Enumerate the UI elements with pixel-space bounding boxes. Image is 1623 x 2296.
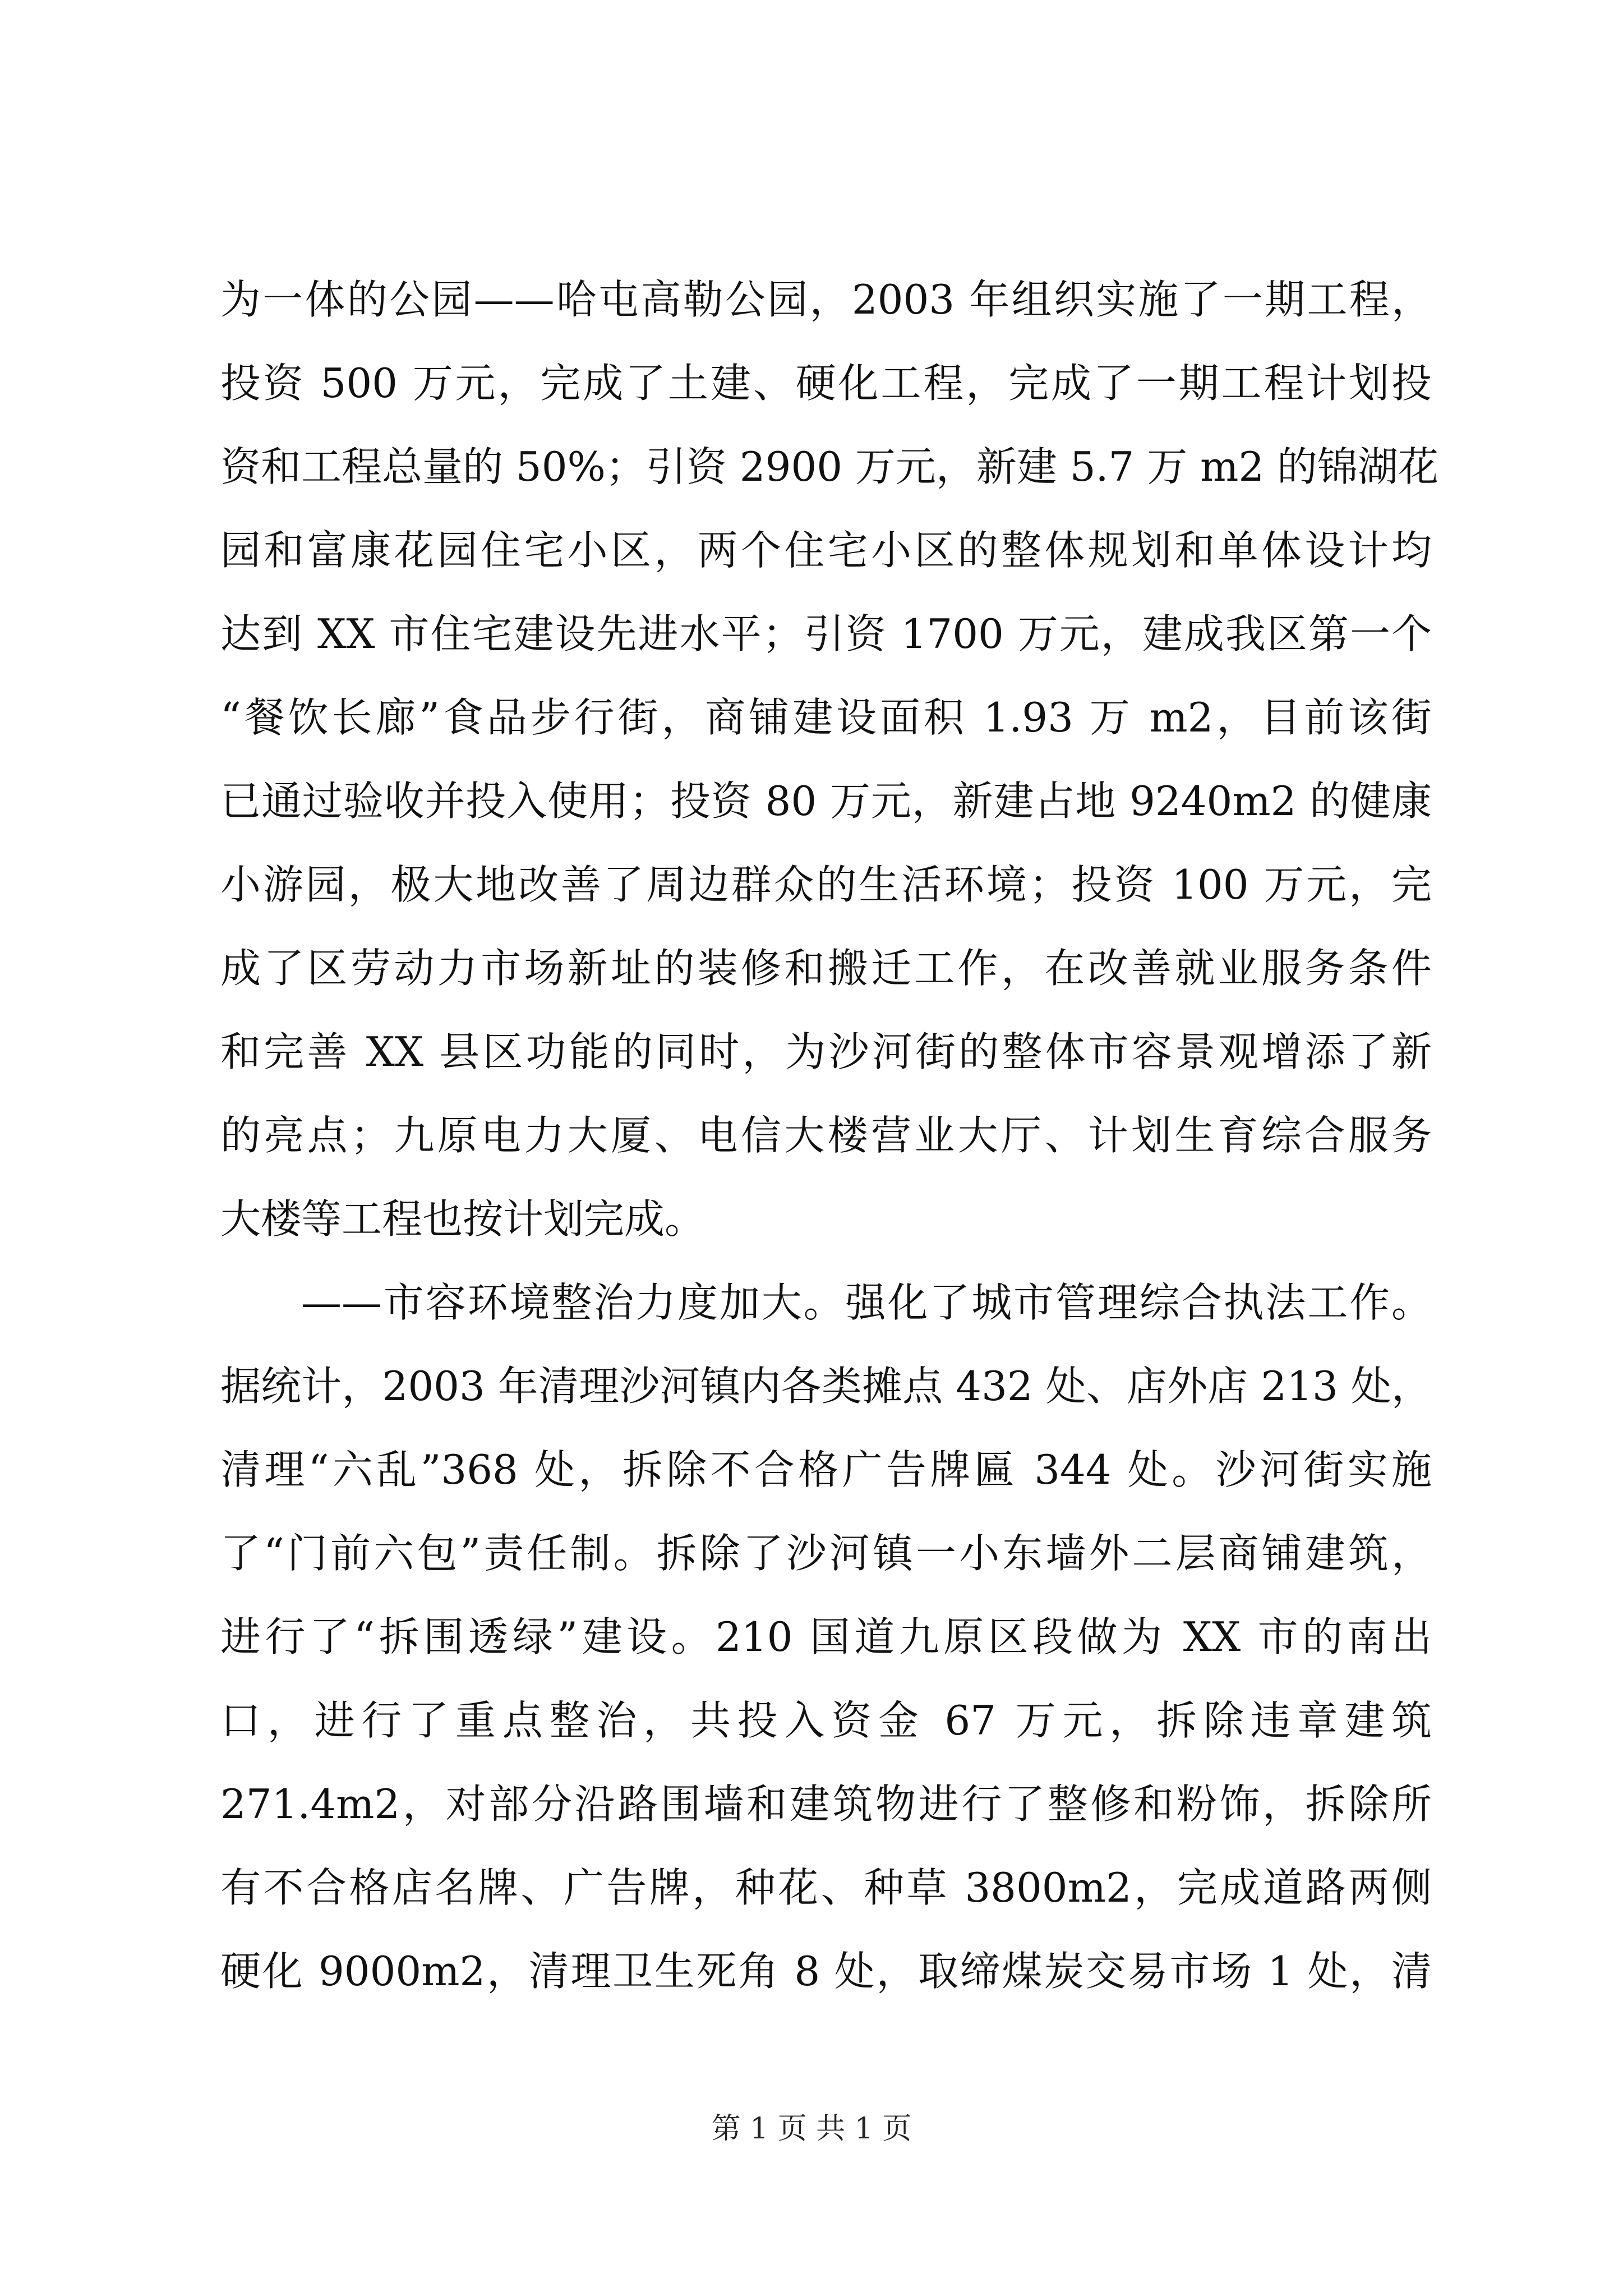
text-line: 园和富康花园住宅小区，两个住宅小区的整体规划和单体设计均 [220,527,1432,574]
text-line: 有不合格店名牌、广告牌，种花、种草 3800m2，完成道路两侧 [220,1864,1432,1911]
text-line: “餐饮长廊”食品步行街，商铺建设面积 1.93 万 m2，目前该街 [220,694,1432,741]
text-line: 小游园，极大地改善了周边群众的生活环境；投资 100 万元，完 [220,861,1432,908]
text-line: 口，进行了重点整治，共投入资金 67 万元，拆除违章建筑 [220,1697,1432,1744]
text-line: 和完善 XX 县区功能的同时，为沙河街的整体市容景观增添了新 [220,1028,1432,1075]
text-line: 硬化 9000m2，清理卫生死角 8 处，取缔煤炭交易市场 1 处，清 [220,1948,1432,1995]
text-line: 大楼等工程也按计划完成。 [220,1195,706,1243]
text-line: ——市容环境整治力度加大。强化了城市管理综合执法工作。 [301,1279,1432,1326]
text-line: 据统计，2003 年清理沙河镇内各类摊点 432 处、店外店 213 处， [220,1363,1432,1410]
text-line: 已通过验收并投入使用；投资 80 万元，新建占地 9240m2 的健康 [220,777,1432,825]
text-line: 成了区劳动力市场新址的装修和搬迁工作，在改善就业服务条件 [220,945,1432,992]
text-line: 投资 500 万元，完成了土建、硬化工程，完成了一期工程计划投 [220,360,1432,407]
text-line: 271.4m2，对部分沿路围墙和建筑物进行了整修和粉饰，拆除所 [220,1780,1432,1828]
text-line: 资和工程总量的 50%；引资 2900 万元，新建 5.7 万 m2 的锦湖花 [220,443,1439,490]
body-text [220,258,1439,2013]
text-line: 了“门前六包”责任制。拆除了沙河镇一小东墙外二层商铺建筑， [220,1530,1432,1577]
page-number-footer: 第 1 页 共 1 页 [711,2112,912,2146]
text-line: 达到 XX 市住宅建设先进水平；引资 1700 万元，建成我区第一个 [220,610,1432,657]
text-line: 进行了“拆围透绿”建设。210 国道九原区段做为 XX 市的南出 [220,1613,1432,1660]
text-line: 的亮点；九原电力大厦、电信大楼营业大厅、计划生育综合服务 [220,1112,1432,1159]
text-line: 清理“六乱”368 处，拆除不合格广告牌匾 344 处。沙河街实施 [220,1446,1432,1493]
text-line: 为一体的公园——哈屯高勒公园，2003 年组织实施了一期工程， [220,276,1432,323]
